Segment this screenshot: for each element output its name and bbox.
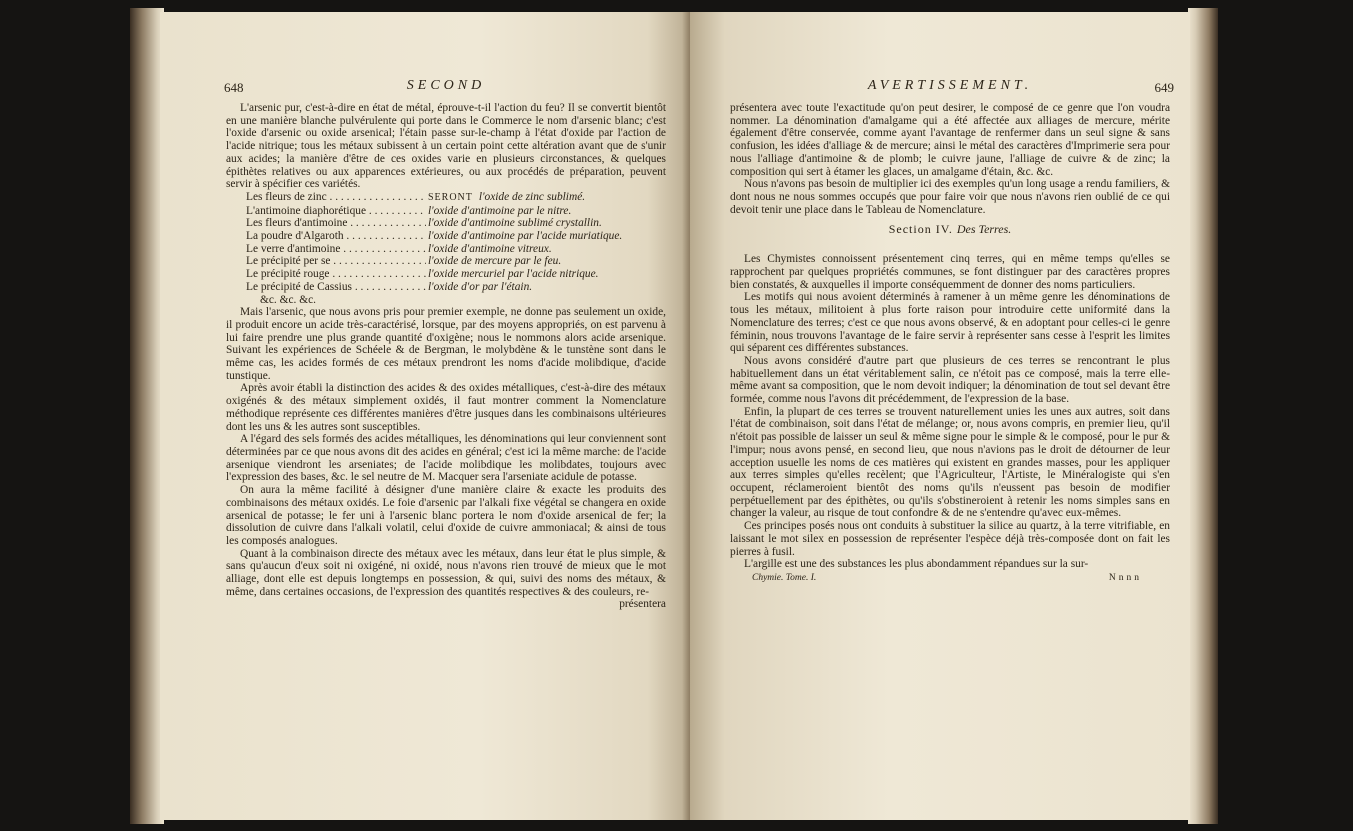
left-page-text [226,12,666,611]
left-paragraph-5: On aura la même facilité à désigner d'une manière claire & exacte les produits des combinaisons des métaux oxidés. Le foie d'arsenic par l'alkali fixe végétal se changera en oxide arsenical de potasse; le fer uni à l'arsenic blanc portera le nom d'oxide arsenical de fer; la dissolution de cuivre dans l'alkali volatil, celui d'oxide de cuivre ammoniacal; & ainsi de tous les composés analogues. [226,484,666,547]
left-running-title: SECOND [406,78,486,93]
left-paragraph-6: Quant à la combinaison directe des métaux avec les métaux, dans leur état le plus simple, & sans qu'aucun d'eux soit ni oxigéné, ni oxidé, nous n'avons rien trouvé de mieux que le mot alliage, dont elle est depuis longtemps en possession, & qui, suivi des noms des métaux, & même, dans certaines occasions, de l'expression des quantités respectives & des couleurs, re- [226,547,666,598]
list-item: La poudre d'Algaroth . . . l'oxide d'antimoine par l'acide muriatique. [226,230,666,243]
right-running-title: AVERTISSEMENT. [867,78,1033,93]
right-paragraph-5: Nous avons considéré d'autre part que plusieurs de ces terres se rencontrant le plus habituellement dans un état véritablement salin, ce n'étoit pas ce composé, mais la terre elle-même avant sa composition, que le nom devoit indiquer; la dénomination de tout sel devant être formée, comme nous l'avons dit précédemment, de l'expression de la base. [730,354,1170,406]
list-item: Les fleurs de zinc . . . SERONT l'oxide de zinc sublimé. [226,191,666,205]
list-item: Le verre d'antimoine . . . l'oxide d'antimoine vitreux. [226,243,666,256]
footer-signature: Nnnn [1108,572,1142,583]
left-paragraph-3: Après avoir établi la distinction des acides & des oxides métalliques, c'est-à-dire des métaux oxigénés & des métaux simplement oxidés, il faut montrer comment la Nomenclature méthodique représente ces différentes manières d'être jusques dans les combinaisons ultérieures dont les uns & les autres sont susceptibles. [226,382,666,433]
right-paragraph-6: Enfin, la plupart de ces terres se trouvent naturellement unies les unes aux autres, soit dans l'état de combinaison, soit dans l'état de mélange; or, nous avons compris, en premier lieu, qu'il n'étoit pas possible de laisser un seul & même signe pour le simple & le composé, pour le pur & l'impur; nous avons pensé, en second lieu, que nous n'avions pas le droit de détourner de leur acception usuelle les noms de ces matières qui existent en grandes masses, pour les appliquer aux terres simples qu'elles recèlent; que l'Agriculteur, l'Artiste, le Minéralogiste qui s'en occupent, réclameroient bientôt des noms qu'ils n'eussent pas besoin de modifier perpétuellement par des épithètes, ou qu'ils s'obstineroient à retenir les noms simples sans en changer la valeur, au risque de tout confondre & de ne s'entendre qu'avec eux-mêmes. [730,405,1170,520]
section-heading [730,222,1170,237]
left-page-number: 648 [224,80,244,95]
right-paragraph-3: Les Chymistes connoissent présentement cinq terres, qui en même temps qu'elles se rapprochent par quelques propriétés communes, se font distinguer par des caractères propres bien constatés, & auxquelles il importe conséquemment de donner des noms particuliers. [730,253,1170,291]
seront-label: SERONT [428,191,473,203]
right-running-head [730,78,1174,102]
right-paragraph-4: Les motifs qui nous avoient déterminés à ramener à un même genre les dénominations de tous les métaux, militoient à plus forte raison pour introduire cette uniformité dans la Nomenclature des terres; c'est ce que nous avons observé, & en adoptant pour celles-ci le genre féminin, nous trouvons l'avantage de le faire servir à représenter sans cesse à l'esprit les limites qui séparent ces différentes substances. [730,291,1170,355]
left-running-head [226,80,666,102]
right-paragraph-2: Nous n'avons pas besoin de multiplier ici des exemples qu'un long usage a rendu familiers, & dont nous ne nous sommes occupés que pour faire voir que nous n'avons rien oublié de ce qui devoit tenir une place dans le Tableau de Nomenclature. [730,178,1170,216]
left-paragraph-1: L'arsenic pur, c'est-à-dire en état de métal, éprouve-t-il l'action du feu? Il se convertit bientôt en une manière blanche pulvérulente qui porte dans le Commerce le nom d'arsenic blanc; c'est l'oxide d'arsenic ou oxide arsenical; l'étain passe sur-le-champ à l'état d'oxide par l'action de l'acide nitrique; tous les métaux subissent à un certain point cette altération avant que de s'unir aux acides; la manière d'être de ces oxides varie en plusieurs circonstances, & quelques épithètes relatives ou aux apparences extérieures, ou aux procédés de préparation, peuvent servir à spécifier ces variétés. [226,102,666,191]
list-etc: &c. &c. &c. [260,293,316,306]
list-item: L'antimoine diaphorétique . . . l'oxide d'antimoine par le nitre. [226,205,666,218]
page-footer [730,573,1170,583]
footer-volume: Chymie. Tome. I. [752,572,817,583]
right-page-text [730,12,1174,583]
left-page-edges [130,8,164,824]
catchword: présentera [619,598,666,611]
left-paragraph-4: A l'égard des sels formés des acides métalliques, les dénominations qui leur conviennent sont déterminées par ce que nous avons dit des acides en général; c'est ici la même marche: de l'acide arsenique viendront les arseniates; de l'acide molibdique les molibdates, toujours avec l'expression des bases, &c. le sel neutre de M. Macquer sera l'arseniate acidule de potasse. [226,433,666,484]
left-paragraph-2: Mais l'arsenic, que nous avons pris pour premier exemple, ne donne pas seulement un oxide, il produit encore un acide très-caractérisé, lorsque, par des moyens appropriés, on est parvenu à lui faire prendre une plus grande quantité d'oxigène; nous le nommons alors acide arsenique. Suivant les expériences de Schéele & de Bergman, le molybdène & le tunstène sont dans le même cas, les acides formés de ces métaux prendront les noms d'acide molibdique, d'acide tunstique. [226,306,666,382]
right-paragraph-1: présentera avec toute l'exactitude qu'on peut desirer, le composé de ce genre que l'on voudra nommer. La dénomination d'amalgame qui a été affectée aux alliages de mercure, mérite également d'être conservée, comme ayant l'avantage de renfermer dans un seul signe & sans confusion, les idées d'alliage & de mercure; ainsi le métal des caractères d'Imprimerie sera pour nous l'alliage d'antimoine & de plomb; le cuivre jaune, l'alliage de cuivre & de zinc; la composition qui sert à étamer les glaces, un amalgame d'étain, &c. &c. [730,102,1170,178]
section-title: Des Terres. [956,222,1012,237]
section-label: Section IV. [888,222,953,237]
right-paragraph-7: Ces principes posés nous ont conduits à substituer la silice au quartz, à la terre vitrifiable, en laissant le mot silex en possession de représenter l'espèce déjà très-composée dont on fait les pierres à fusil. [730,520,1170,558]
oxide-list [226,191,666,294]
right-page-edges [1188,8,1218,824]
right-page [690,12,1190,820]
list-item: Le précipité de Cassius . . . l'oxide d'or par l'étain. [226,281,666,294]
list-item: Le précipité rouge . . . l'oxide mercuriel par l'acide nitrique. [226,268,666,281]
list-item: Les fleurs d'antimoine . . . l'oxide d'antimoine sublimé crystallin. [226,217,666,230]
right-page-number: 649 [1154,80,1174,95]
list-item: Le précipité per se . . . l'oxide de mercure par le feu. [226,255,666,268]
right-paragraph-8: L'argille est une des substances les plus abondamment répandues sur la sur- [744,558,1089,571]
left-page [160,12,690,820]
